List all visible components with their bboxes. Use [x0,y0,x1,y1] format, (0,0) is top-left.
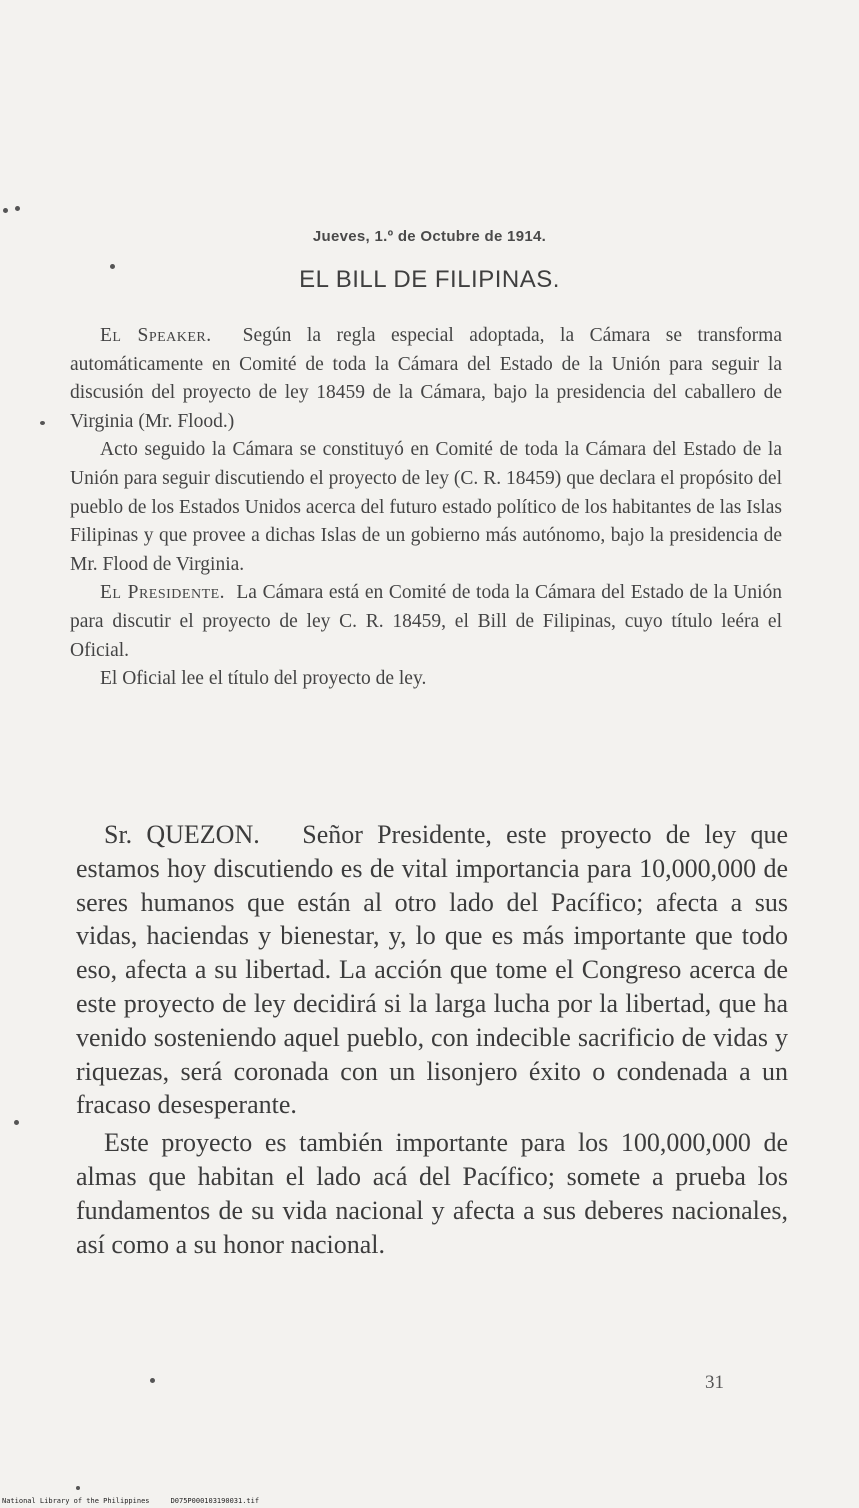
page-number: 31 [705,1372,724,1393]
paragraph-text: Señor Presidente, este proyecto de ley que estamos hoy discutiendo es de vital importancia para 10,000,000 de seres humanos que están al otro lado del Pacífico; afecta a sus vidas, haciendas y bienestar, y, lo que es más importante que todo eso, afecta a su libertad. La acción que tome el Congreso acerca de este proyecto de ley decidirá si la larga lucha por la libertad, que ha venido sosteniendo aquel pueblo, con indecible sacrificio de vidas y riquezas, será coronada con un lisonjero éxito o condenada a un fracaso desesperante. [76,820,788,1120]
paragraph-text: Según la regla especial adoptada, la Cámara se transforma automáticamente en Comité de toda la Cámara del Estado de la Unión para seguir la discusión del proyecto de ley 18459 de la Cámara, bajo la presidencia del caballero de Virginia (Mr. Flood.) [70,325,783,432]
proceedings-text [70,322,782,694]
scan-speck [150,1378,155,1383]
page-title: EL BILL DE FILIPINAS. [299,266,560,293]
scan-footer: National Library of the Philippines D075P000103190031.tif [2,1497,260,1505]
dateline: Jueves, 1.º de Octubre de 1914. [312,228,547,245]
speech-paragraph-1 [76,818,788,1122]
scan-speck [40,421,45,425]
paragraph-text: Acto seguido la Cámara se constituyó en Comité de toda la Cámara del Estado de la Unión para seguir discutiendo el proyecto de ley (C. R. 18459) que declara el propósito del pueblo de los Estados Unidos acerca del futuro estado político de los habitantes de las Islas Filipinas y que provee a dichas Islas de un gobierno más autónomo, bajo la presidencia de Mr. Flood de Virginia. [70,439,782,575]
speaker-label: El Speaker. [100,325,212,346]
paragraph-text: La Cámara está en Comité de toda la Cámara del Estado de la Unión para discutir el proyecto de ley C. R. 18459, el Bill de Filipinas, cuyo título leéra el Oficial. [70,582,782,661]
quezon-speech [76,818,788,1261]
paragraph-speaker-ruling [70,322,782,436]
paragraph-president [70,579,782,665]
scan-speck [15,206,20,211]
speech-paragraph-2 [76,1126,788,1261]
scan-speck [110,264,115,269]
scan-speck [76,1486,80,1490]
speaker-label: El Presidente. [100,582,226,604]
paragraph-committee [70,436,782,579]
speech-speaker-label: Sr. QUEZON. [104,820,260,849]
scan-speck [3,208,8,213]
paragraph-text: El Oficial lee el título del proyecto de ley. [100,668,427,690]
scan-speck [14,1120,19,1125]
paragraph-official [70,665,782,694]
paragraph-text: Este proyecto es también importante para los 100,000,000 de almas que habitan el lado acá del Pacífico; somete a prueba los fundamentos de su vida nacional y afecta a sus deberes nacionales, así como a su honor nacional. [76,1128,788,1259]
